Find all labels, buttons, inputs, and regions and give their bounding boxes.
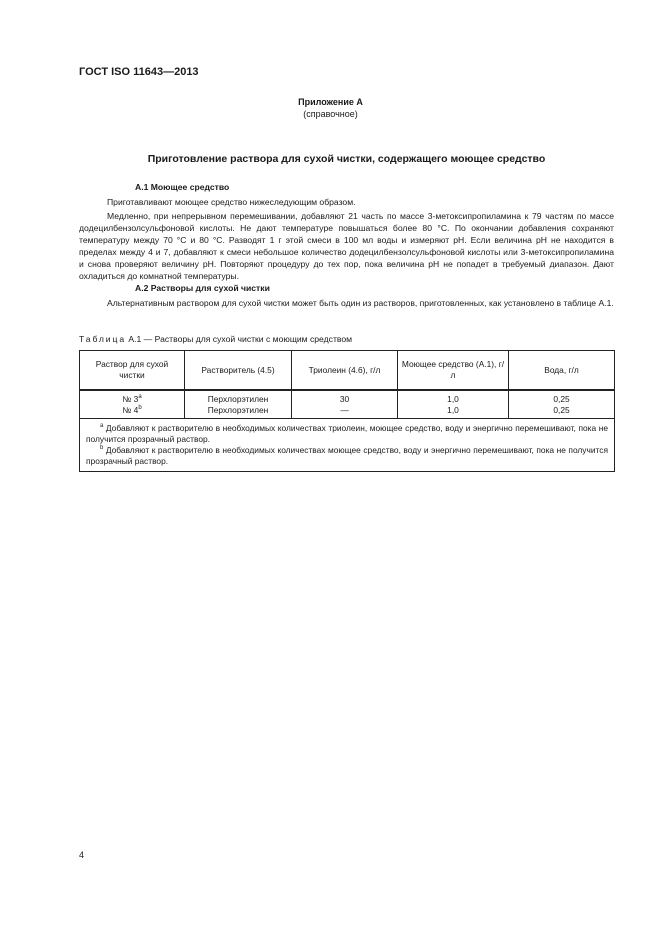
cell-solvent: Перхлорэтилен <box>185 405 292 419</box>
table-notes-row <box>80 419 615 472</box>
section-a2 <box>79 282 614 309</box>
page-number: 4 <box>79 850 85 860</box>
table-row <box>80 405 615 419</box>
main-title: Приготовление раствора для сухой чистки, содержащего моющее средство <box>147 153 546 165</box>
cell-solvent: Перхлорэтилен <box>185 390 292 405</box>
solutions-table <box>79 350 615 472</box>
table-notes <box>80 419 615 472</box>
table-note-b: $^b$ Добавляют к растворителю в необходимых количествах моющее средство, воду и энергично перемешивают, пока не получится прозрачный раствор. <box>86 445 608 466</box>
appendix-heading <box>0 96 661 120</box>
appendix-title: Приложение А <box>298 97 363 107</box>
table-caption-word: Таблица <box>79 334 126 344</box>
table-note-a: $^a$ Добавляют к растворителю в необходимых количествах триолеин, моющее средство, воду и энергично перемешивают, пока не получится прозрачный раствор. <box>86 423 608 444</box>
table-caption-text: А.1 — Растворы для сухой чистки с моющим средством <box>126 334 353 344</box>
header-solvent: Растворитель (4.5) <box>185 351 292 391</box>
cell-triolein: 30 <box>292 390 398 405</box>
cell-solution: № 3$^a$ <box>80 390 185 405</box>
header-solution: Раствор для сухой чистки <box>80 351 185 391</box>
section-a1-paragraph-1: Приготавливают моющее средство нижеследующим образом. <box>107 197 356 207</box>
section-a1 <box>79 181 614 282</box>
cell-detergent: 1,0 <box>398 405 509 419</box>
cell-water: 0,25 <box>509 390 615 405</box>
table-caption <box>79 334 352 344</box>
cell-solution: № 4$^b$ <box>80 405 185 419</box>
table-header-row <box>80 351 615 391</box>
section-a1-heading: А.1 Моющее средство <box>135 182 230 192</box>
document-code: ГОСТ ISO 11643—2013 <box>79 66 199 78</box>
footnote-mark: a <box>138 394 142 401</box>
table-row <box>80 390 615 405</box>
header-triolein: Триолеин (4.6), г/л <box>292 351 398 391</box>
header-water: Вода, г/л <box>509 351 615 391</box>
cell-water: 0,25 <box>509 405 615 419</box>
header-detergent: Моющее средство (А.1), г/л <box>398 351 509 391</box>
section-a2-paragraph: Альтернативным раствором для сухой чистки может быть один из растворов, приготовленных, как установлено в таблице А.1. <box>107 298 614 308</box>
section-a1-paragraph-2: Медленно, при непрерывном перемешивании, добавляют 21 часть по массе 3-метоксипропиламина к 79 частям по массе додецилбензолсульфоновой кислоты. Не дают температуре повышаться более 80 °С. По окончании добавления сохраняют температуру между 70 °С и 80 °С. Разводят 1 г этой смеси в 100 мл воды и измеряют рН. Если величина рН не находится в пределах между 4 и 7, добавляют к смеси небольшое количество додецилбензолсульфоновой кислоты или 3-метоксипропиламина и снова проверяют величину рН. Повторяют процедуру до тех пор, пока величина рН не попадет в требуемый диапазон. Дают охладиться до комнатной температуры. <box>79 211 614 281</box>
appendix-subtitle: (справочное) <box>303 109 358 119</box>
cell-detergent: 1,0 <box>398 390 509 405</box>
cell-triolein: — <box>292 405 398 419</box>
section-a2-heading: А.2 Растворы для сухой чистки <box>135 283 270 293</box>
footnote-mark: b <box>138 404 142 411</box>
